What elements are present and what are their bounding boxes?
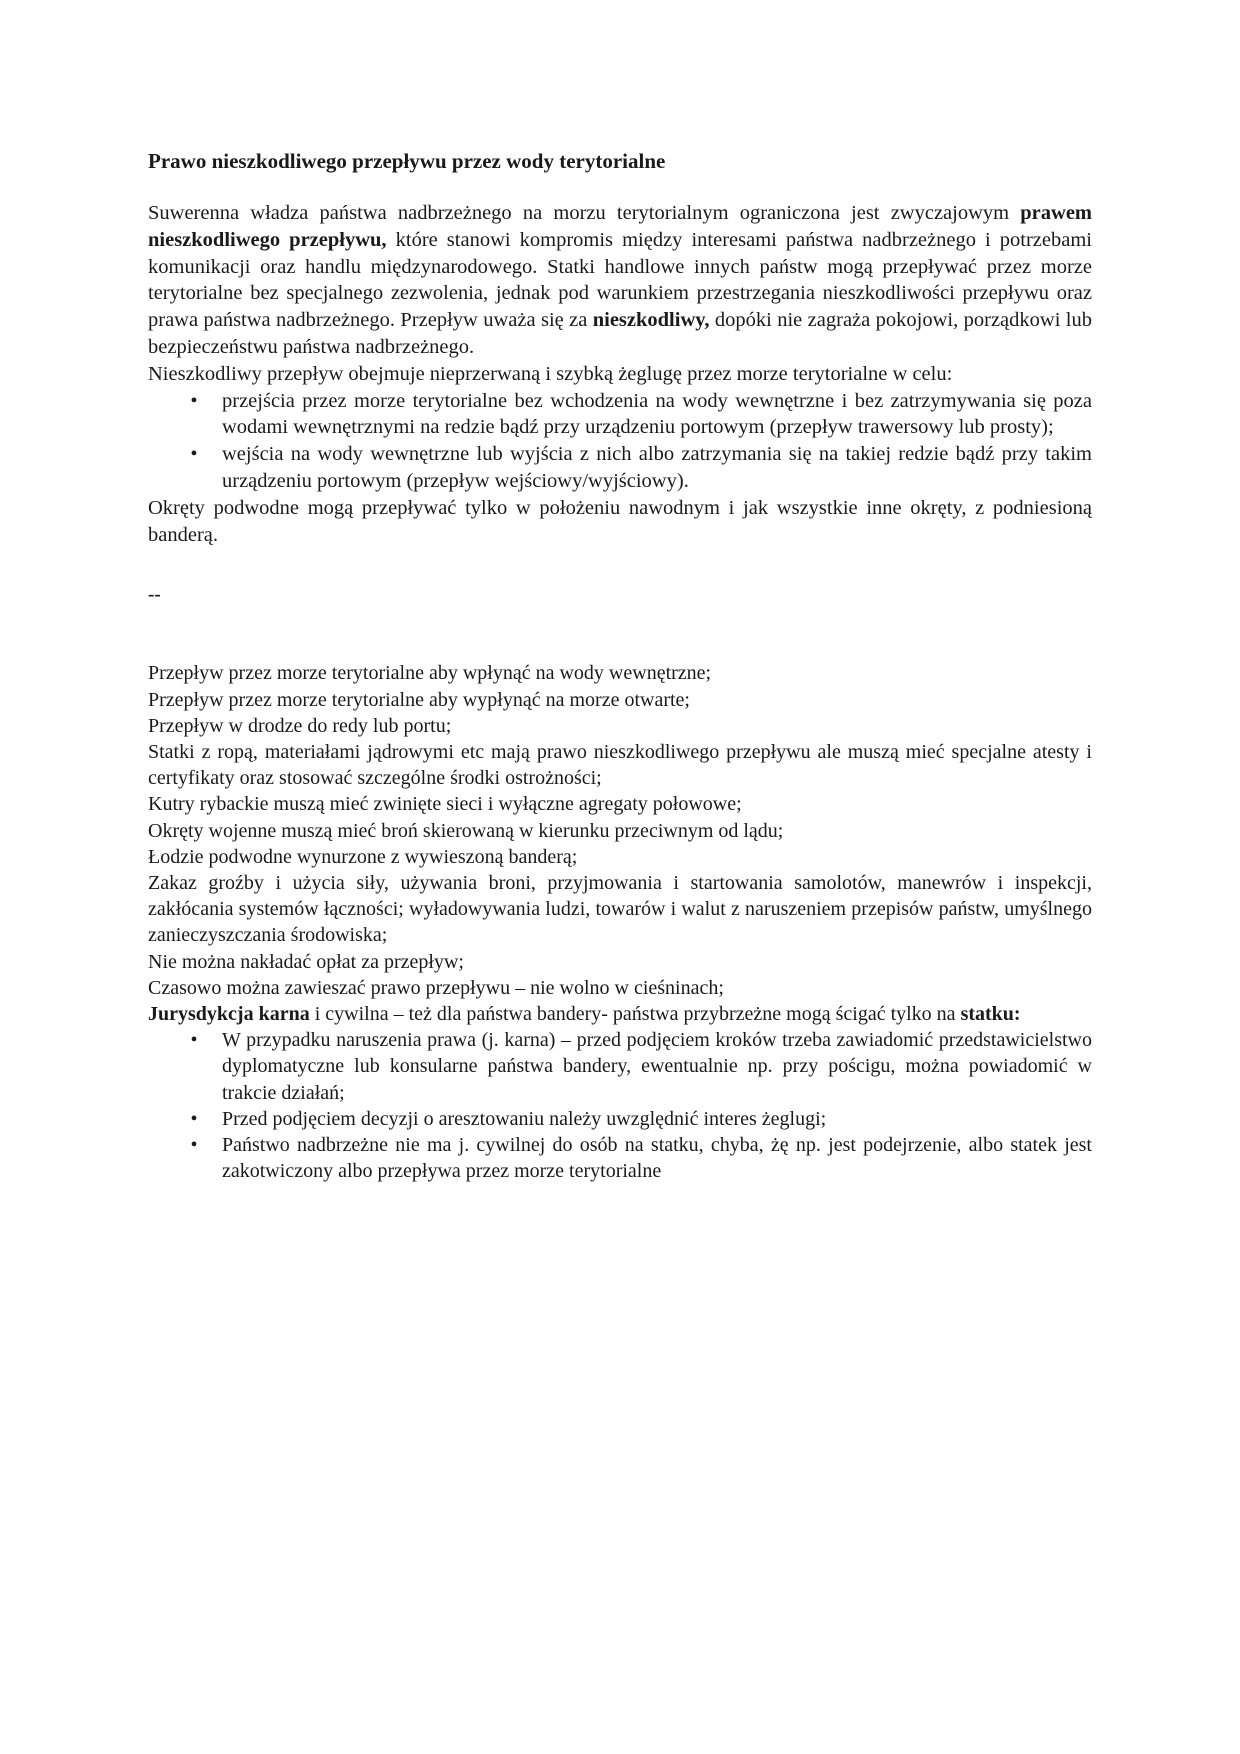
list-item	[190, 388, 1092, 442]
bullet-icon: •	[190, 389, 198, 412]
section-rules	[148, 660, 1092, 1184]
purpose-list	[148, 388, 1092, 495]
rule-line: Przepływ przez morze terytorialne aby wpłynąć na wody wewnętrzne;	[148, 662, 712, 685]
jurisdiction-bold-1: Jurysdykcja karna	[148, 1003, 310, 1025]
intro-bold-1: prawem nieszkodliwego przepływu,	[148, 202, 1092, 251]
bullet-icon: •	[190, 443, 198, 466]
intro-paragraph	[148, 200, 1092, 361]
rule-line: Statki z ropą, materiałami jądrowymi etc mają prawo nieszkodliwego przepływu ale muszą mieć specjalne atesty i certyfikaty oraz stosować szczególne środki ostrożności;	[148, 740, 1092, 790]
jurisdiction-list	[148, 1027, 1092, 1184]
section-intro	[148, 200, 1092, 548]
rule-line: Łodzie podwodne wynurzone z wywieszoną banderą;	[148, 845, 578, 868]
list-item	[190, 1132, 1092, 1184]
rule-line: Przepływ w drodze do redy lub portu;	[148, 714, 452, 737]
list-item-text: Państwo nadbrzeżne nie ma j. cywilnej do osób na statku, chyba, żę np. jest podejrzenie, albo statek jest zakotwiczony albo przepływa przez morze terytorialne	[222, 1134, 1092, 1183]
rule-line: Czasowo można zawieszać prawo przepływu – nie wolno w cieśninach;	[148, 976, 724, 999]
document-title: Prawo nieszkodliwego przepływu przez wody terytorialne	[148, 149, 666, 173]
jurisdiction-line	[148, 1001, 1092, 1027]
rule-line: Nie można nakładać opłat za przepływ;	[148, 950, 464, 973]
intro-text-2: które stanowi kompromis między interesami państwa nadbrzeżnego i potrzebami komunikacji oraz handlu międzynarodowego. Statki handlowe innych państw mogą przepływać przez morze terytorialne bez specjalnego zezwolenia, jednak pod warunkiem przestrzegania nieszkodliwości przepływu oraz prawa państwa nadbrzeżnego. Przepływ uważa się za	[148, 228, 1092, 332]
rule-line: Kutry rybackie muszą mieć zwinięte sieci i wyłączne agregaty połowowe;	[148, 793, 742, 816]
jurisdiction-text: i cywilna – też dla państwa bandery- państwa przybrzeżne mogą ścigać tylko na	[309, 1003, 961, 1025]
submarine-paragraph: Okręty podwodne mogą przepływać tylko w położeniu nawodnym i jak wszystkie inne okręty, z podniesioną banderą.	[148, 496, 1092, 546]
list-item-text: W przypadku naruszenia prawa (j. karna) – przed podjęciem kroków trzeba zawiadomić przedstawicielstwo dyplomatyczne lub konsularne państwa bandery, ewentualnie np. przy pościgu, można powiadomić w trakcie działań;	[222, 1029, 1092, 1104]
document-page	[148, 148, 1092, 1184]
list-item	[190, 441, 1092, 495]
bullet-icon: •	[190, 1134, 198, 1157]
rule-line: Okręty wojenne muszą mieć broń skierowaną w kierunku przeciwnym od lądu;	[148, 819, 784, 842]
rule-line: Przepływ przez morze terytorialne aby wypłynąć na morze otwarte;	[148, 688, 690, 711]
list-item-text: wejścia na wody wewnętrzne lub wyjścia z nich albo zatrzymania się na takiej redzie bądź przy takim urządzeniu portowym (przepływ wejściowy/wyjściowy).	[222, 443, 1092, 492]
intro-text-1: Suwerenna władza państwa nadbrzeżnego na morzu terytorialnym ograniczona jest zwyczajowym	[148, 202, 1021, 224]
definition-paragraph: Nieszkodliwy przepływ obejmuje nieprzerwaną i szybką żeglugę przez morze terytorialne w celu:	[148, 362, 953, 385]
intro-text-3: dopóki nie zagraża pokojowi, porządkowi lub bezpieczeństwu państwa nadbrzeżnego.	[148, 309, 1092, 358]
list-item	[190, 1106, 1092, 1132]
jurisdiction-bold-2: statku:	[960, 1003, 1021, 1025]
list-item	[190, 1027, 1092, 1106]
section-separator: --	[148, 584, 161, 606]
intro-bold-2: nieszkodliwy,	[592, 309, 710, 332]
rule-line: Zakaz groźby i użycia siły, używania broni, przyjmowania i startowania samolotów, manewrów i inspekcji, zakłócania systemów łączności; wyładowywania ludzi, towarów i walut z naruszeniem przepisów państw, umyślnego zanieczyszczania środowiska;	[148, 871, 1092, 947]
list-item-text: przejścia przez morze terytorialne bez wchodzenia na wody wewnętrzne i bez zatrzymywania się poza wodami wewnętrznymi na redzie bądź przy urządzeniu portowym (przepływ trawersowy lub prosty);	[222, 389, 1092, 439]
list-item-text: Przed podjęciem decyzji o aresztowaniu należy uwzględnić interes żeglugi;	[222, 1107, 827, 1130]
bullet-icon: •	[190, 1029, 198, 1052]
bullet-icon: •	[190, 1107, 198, 1130]
